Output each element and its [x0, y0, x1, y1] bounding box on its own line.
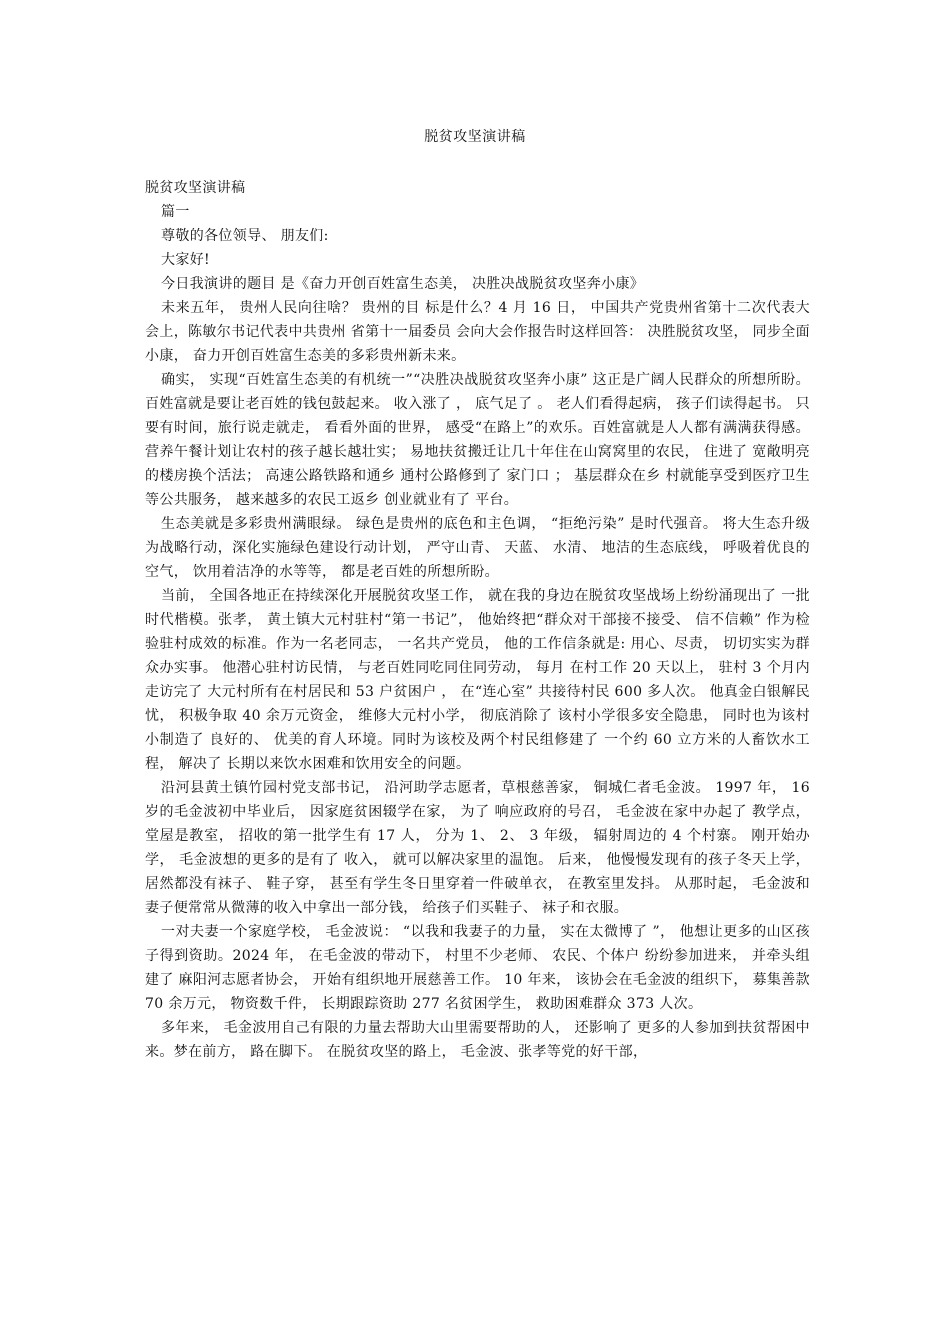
paragraph: 一对夫妻一个家庭学校， 毛金波说： “以我和我妻子的力量， 实在太微博了 ”， 他想让更多的山区孩子得到资助。2024 年， 在毛金波的带动下， 村里不少老师、 农民、个体户 纷纷参加进来， 并牵头组建了 麻阳河志愿者协会， 开始有组织地开展慈善工作。 10 年来， 该协会在毛金波的组织下， 募集善款 70 余万元， 物资数千件， 长期跟踪资助 277 名贫困学生， 救助困难群众 373 人次。 — [145, 924, 810, 1012]
paragraph: 当前， 全国各地正在持续深化开展脱贫攻坚工作， 就在我的身边在脱贫攻坚战场上纷纷涌现出了 一批时代楷模。张孝， 黄土镇大元村驻村“第一书记”， 他始终把“群众对干部接不接受、 信不信赖” 作为检验驻村成效的标准。作为一名老同志， 一名共产党员， 他的工作信条就是: 用心、尽责， 切切实实为群众办实事。 他潜心驻村访民情， 与老百姓同吃同住同劳动， 每月 在村工作 20 天以上， 驻村 3 个月内走访完了 大元村所有在村居民和 53 户贫困户 ， 在“连心室” 共接待村民 600 多人次。 他真金白银解民忧， 积极争取 40 余万元资金， 维修大元村小学， 彻底消除了 该村小学很多安全隐患， 同时也为该村小制造了 良好的、 优美的育人环境。同时为该校及两个村民组修建了 一个约 60 立方米的人畜饮水工程， 解决了 长期以来饮水困难和饮用安全的问题。 — [145, 588, 810, 772]
greeting: 大家好! — [161, 252, 211, 268]
paragraph: 沿河县黄土镇竹园村党支部书记， 沿河助学志愿者，草根慈善家， 铜城仁者毛金波。 1997 年， 16 岁的毛金波初中毕业后， 因家庭贫困辍学在家， 为了 响应政府的号召， 毛金波在家中办起了 教学点， 堂屋是教室， 招收的第一批学生有 17 人， 分为 1、 2、 3 年级， 辐射周边的 4 个村寨。 刚开始办学， 毛金波想的更多的是有了 收入， 就可以解决家里的温饱。 后来， 他慢慢发现有的孩子冬天上学， 居然都没有袜子、 鞋子穿， 甚至有学生冬日里穿着一件破单衣， 在教室里发抖。 从那时起， 毛金波和妻子便常常从微薄的收入中拿出一部分钱， 给孩子们买鞋子、 袜子和衣服。 — [145, 780, 810, 916]
section-label: 篇一 — [161, 204, 190, 220]
document-body — [145, 176, 810, 1064]
paragraph: 生态美就是多彩贵州满眼绿。 绿色是贵州的底色和主色调， “拒绝污染” 是时代强音。 将大生态升级为战略行动，深化实施绿色建设行动计划， 严守山青、 天蓝、 水清、 地洁的生态底线， 呼吸着优良的空气， 饮用着洁净的水等等， 都是老百姓的所想所盼。 — [145, 516, 810, 580]
paragraph: 今日我演讲的题目 是《奋力开创百姓富生态美， 决胜决战脱贫攻坚奔小康》 — [161, 276, 645, 292]
paragraph: 确实， 实现“百姓富生态美的有机统一”“决胜决战脱贫攻坚奔小康” 这正是广阔人民群众的所想所盼。百姓富就是要让老百姓的钱包鼓起来。 收入涨了 ， 底气足了 。 老人们看得起病， 孩子们读得起书。 只要有时间，旅行说走就走， 看看外面的世界， 感受“在路上”的欢乐。百姓富就是人人都有满满获得感。 营养午餐计划让农村的孩子越长越壮实； 易地扶贫搬迁让几十年住在山窝窝里的农民， 住进了 宽敞明亮的楼房换个活法； 高速公路铁路和通乡 通村公路修到了 家门口 ； 基层群众在乡 村就能享受到医疗卫生等公共服务， 越来越多的农民工返乡 创业就业有了 平台。 — [145, 372, 810, 508]
salutation: 尊敬的各位领导、 朋友们: — [161, 228, 329, 244]
paragraph: 未来五年， 贵州人民向往啥？ 贵州的目 标是什么？4 月 16 日， 中国共产党贵州省第十二次代表大会上，陈敏尔书记代表中共贵州 省第十一届委员 会向大会作报告时这样回答： 决胜脱贫攻坚， 同步全面小康， 奋力开创百姓富生态美的多彩贵州新未来。 — [145, 300, 810, 364]
subtitle: 脱贫攻坚演讲稿 — [145, 180, 246, 196]
paragraph: 多年来， 毛金波用自己有限的力量去帮助大山里需要帮助的人， 还影响了 更多的人参加到扶贫帮困中来。梦在前方， 路在脚下。 在脱贫攻坚的路上， 毛金波、张孝等党的好干部， — [145, 1020, 810, 1060]
document-title: 脱贫攻坚演讲稿 — [424, 129, 526, 145]
